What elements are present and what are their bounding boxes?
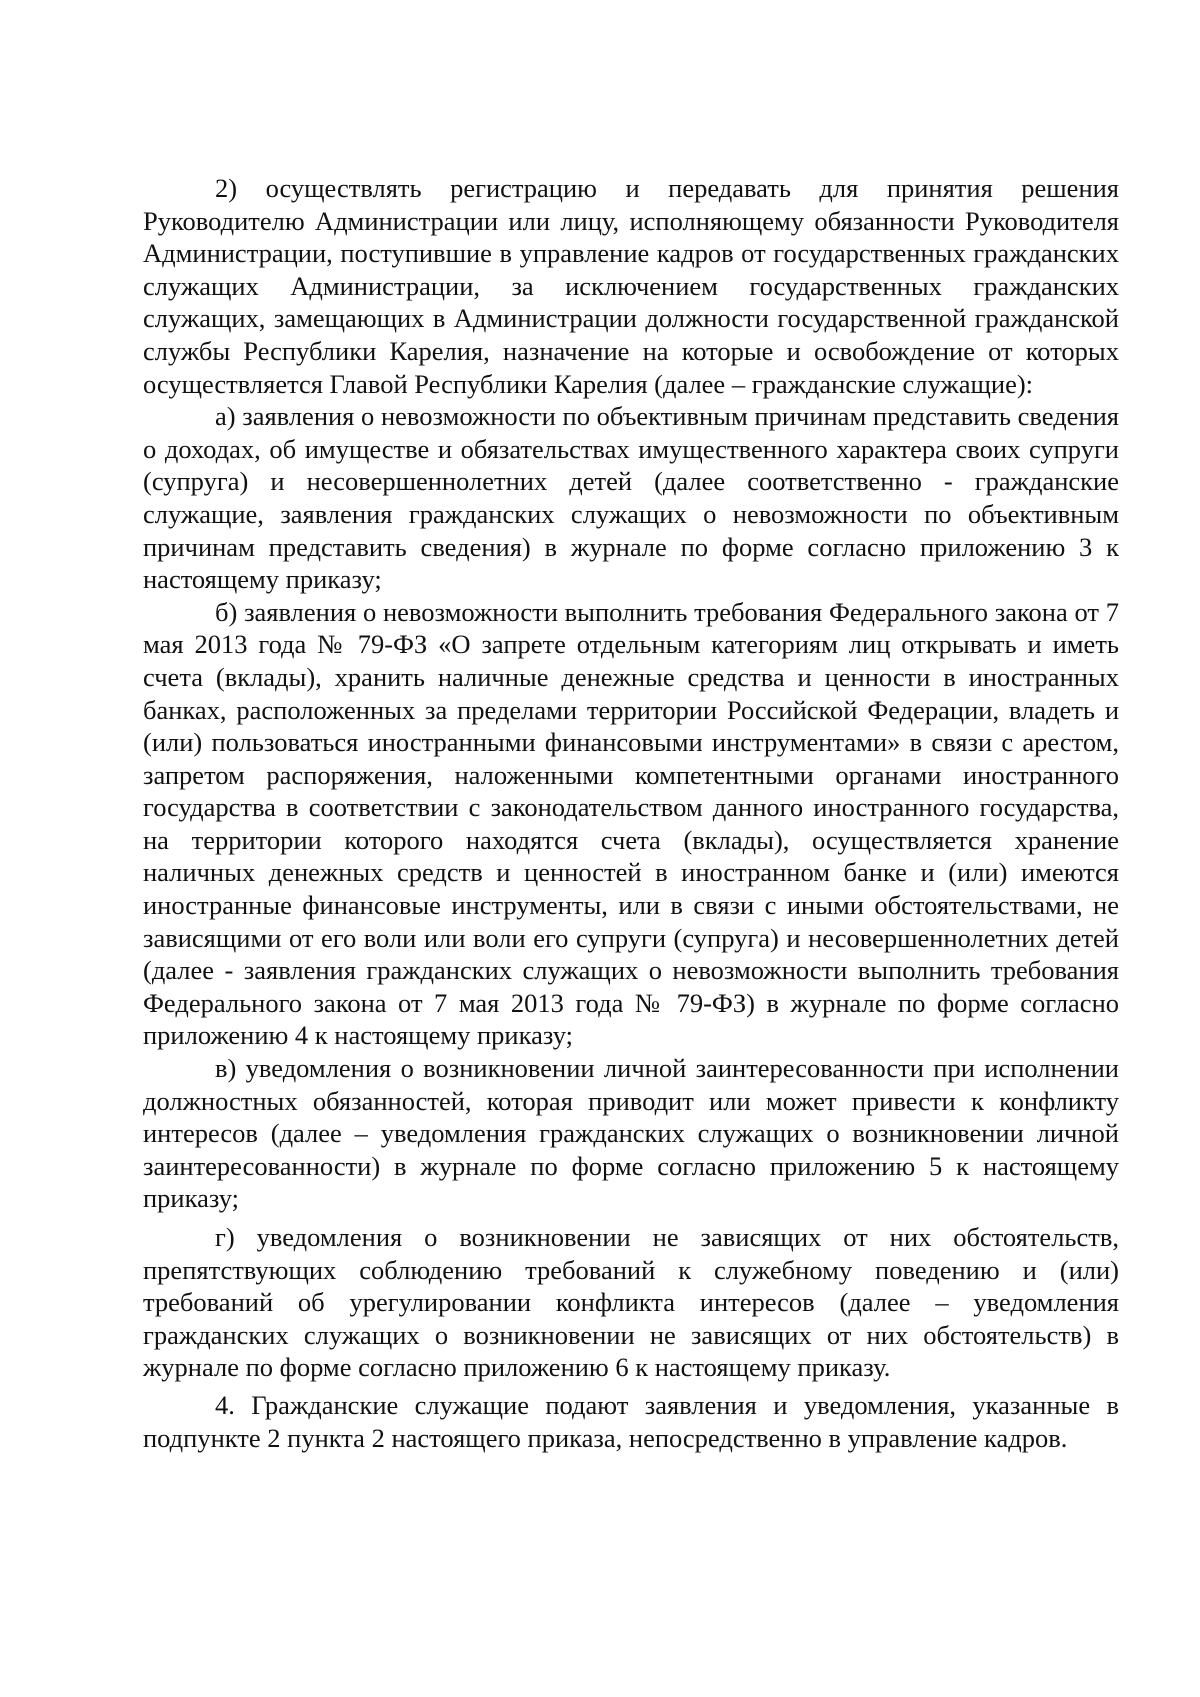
document-body [143,172,1119,1454]
paragraph-subitem-g: г) уведомления о возникновении не зависящих от них обстоятельств, препятствующих соблюдению требований к служебному поведению и (или) требований об урегулировании конфликта интересов (далее – уведомления гражданских служащих о возникновении не зависящих от них обстоятельств) в журнале по форме согласно приложению 6 к настоящему приказу. [143,1222,1119,1383]
paragraph-subitem-b: б) заявления о невозможности выполнить требования Федерального закона от 7 мая 2013 года № 79-ФЗ «О запрете отдельным категориям лиц открывать и иметь счета (вклады), хранить наличные денежные средства и ценности в иностранных банках, расположенных за пределами территории Российской Федерации, владеть и (или) пользоваться иностранными финансовыми инструментами» в связи с арестом, запретом распоряжения, наложенными компетентными органами иностранного государства в соответствии с законодательством данного иностранного государства, на территории которого находятся счета (вклады), осуществляется хранение наличных денежных средств и ценностей в иностранном банке и (или) имеются иностранные финансовые инструменты, или в связи с иными обстоятельствами, не зависящими от его воли или воли его супруги (супруга) и несовершеннолетних детей (далее - заявления гражданских служащих о невозможности выполнить требования Федерального закона от 7 мая 2013 года № 79-ФЗ) в журнале по форме согласно приложению 4 к настоящему приказу; [143,596,1119,1051]
paragraph-item-4: 4. Гражданские служащие подают заявления и уведомления, указанные в подпункте 2 пункта 2 настоящего приказа, непосредственно в управление кадров. [143,1389,1119,1453]
paragraph-subitem-a: а) заявления о невозможности по объективным причинам представить сведения о доходах, об имуществе и обязательствах имущественного характера своих супруги (супруга) и несовершеннолетних детей (далее соответственно - гражданские служащие, заявления гражданских служащих о невозможности по объективным причинам представить сведения) в журнале по форме согласно приложению 3 к настоящему приказу; [143,401,1119,595]
paragraph-subitem-v: в) уведомления о возникновении личной заинтересованности при исполнении должностных обязанностей, которая приводит или может привести к конфликту интересов (далее – уведомления гражданских служащих о возникновении личной заинтересованности) в журнале по форме согласно приложению 5 к настоящему приказу; [143,1053,1119,1214]
paragraph-item-2: 2) осуществлять регистрацию и передавать для принятия решения Руководителю Администрации или лицу, исполняющему обязанности Руководителя Администрации, поступившие в управление кадров от государственных гражданских служащих Администрации, за исключением государственных гражданских служащих, замещающих в Администрации должности государственной гражданской службы Республики Карелия, назначение на которые и освобождение от которых осуществляется Главой Республики Карелия (далее – гражданские служащие): [143,173,1119,399]
